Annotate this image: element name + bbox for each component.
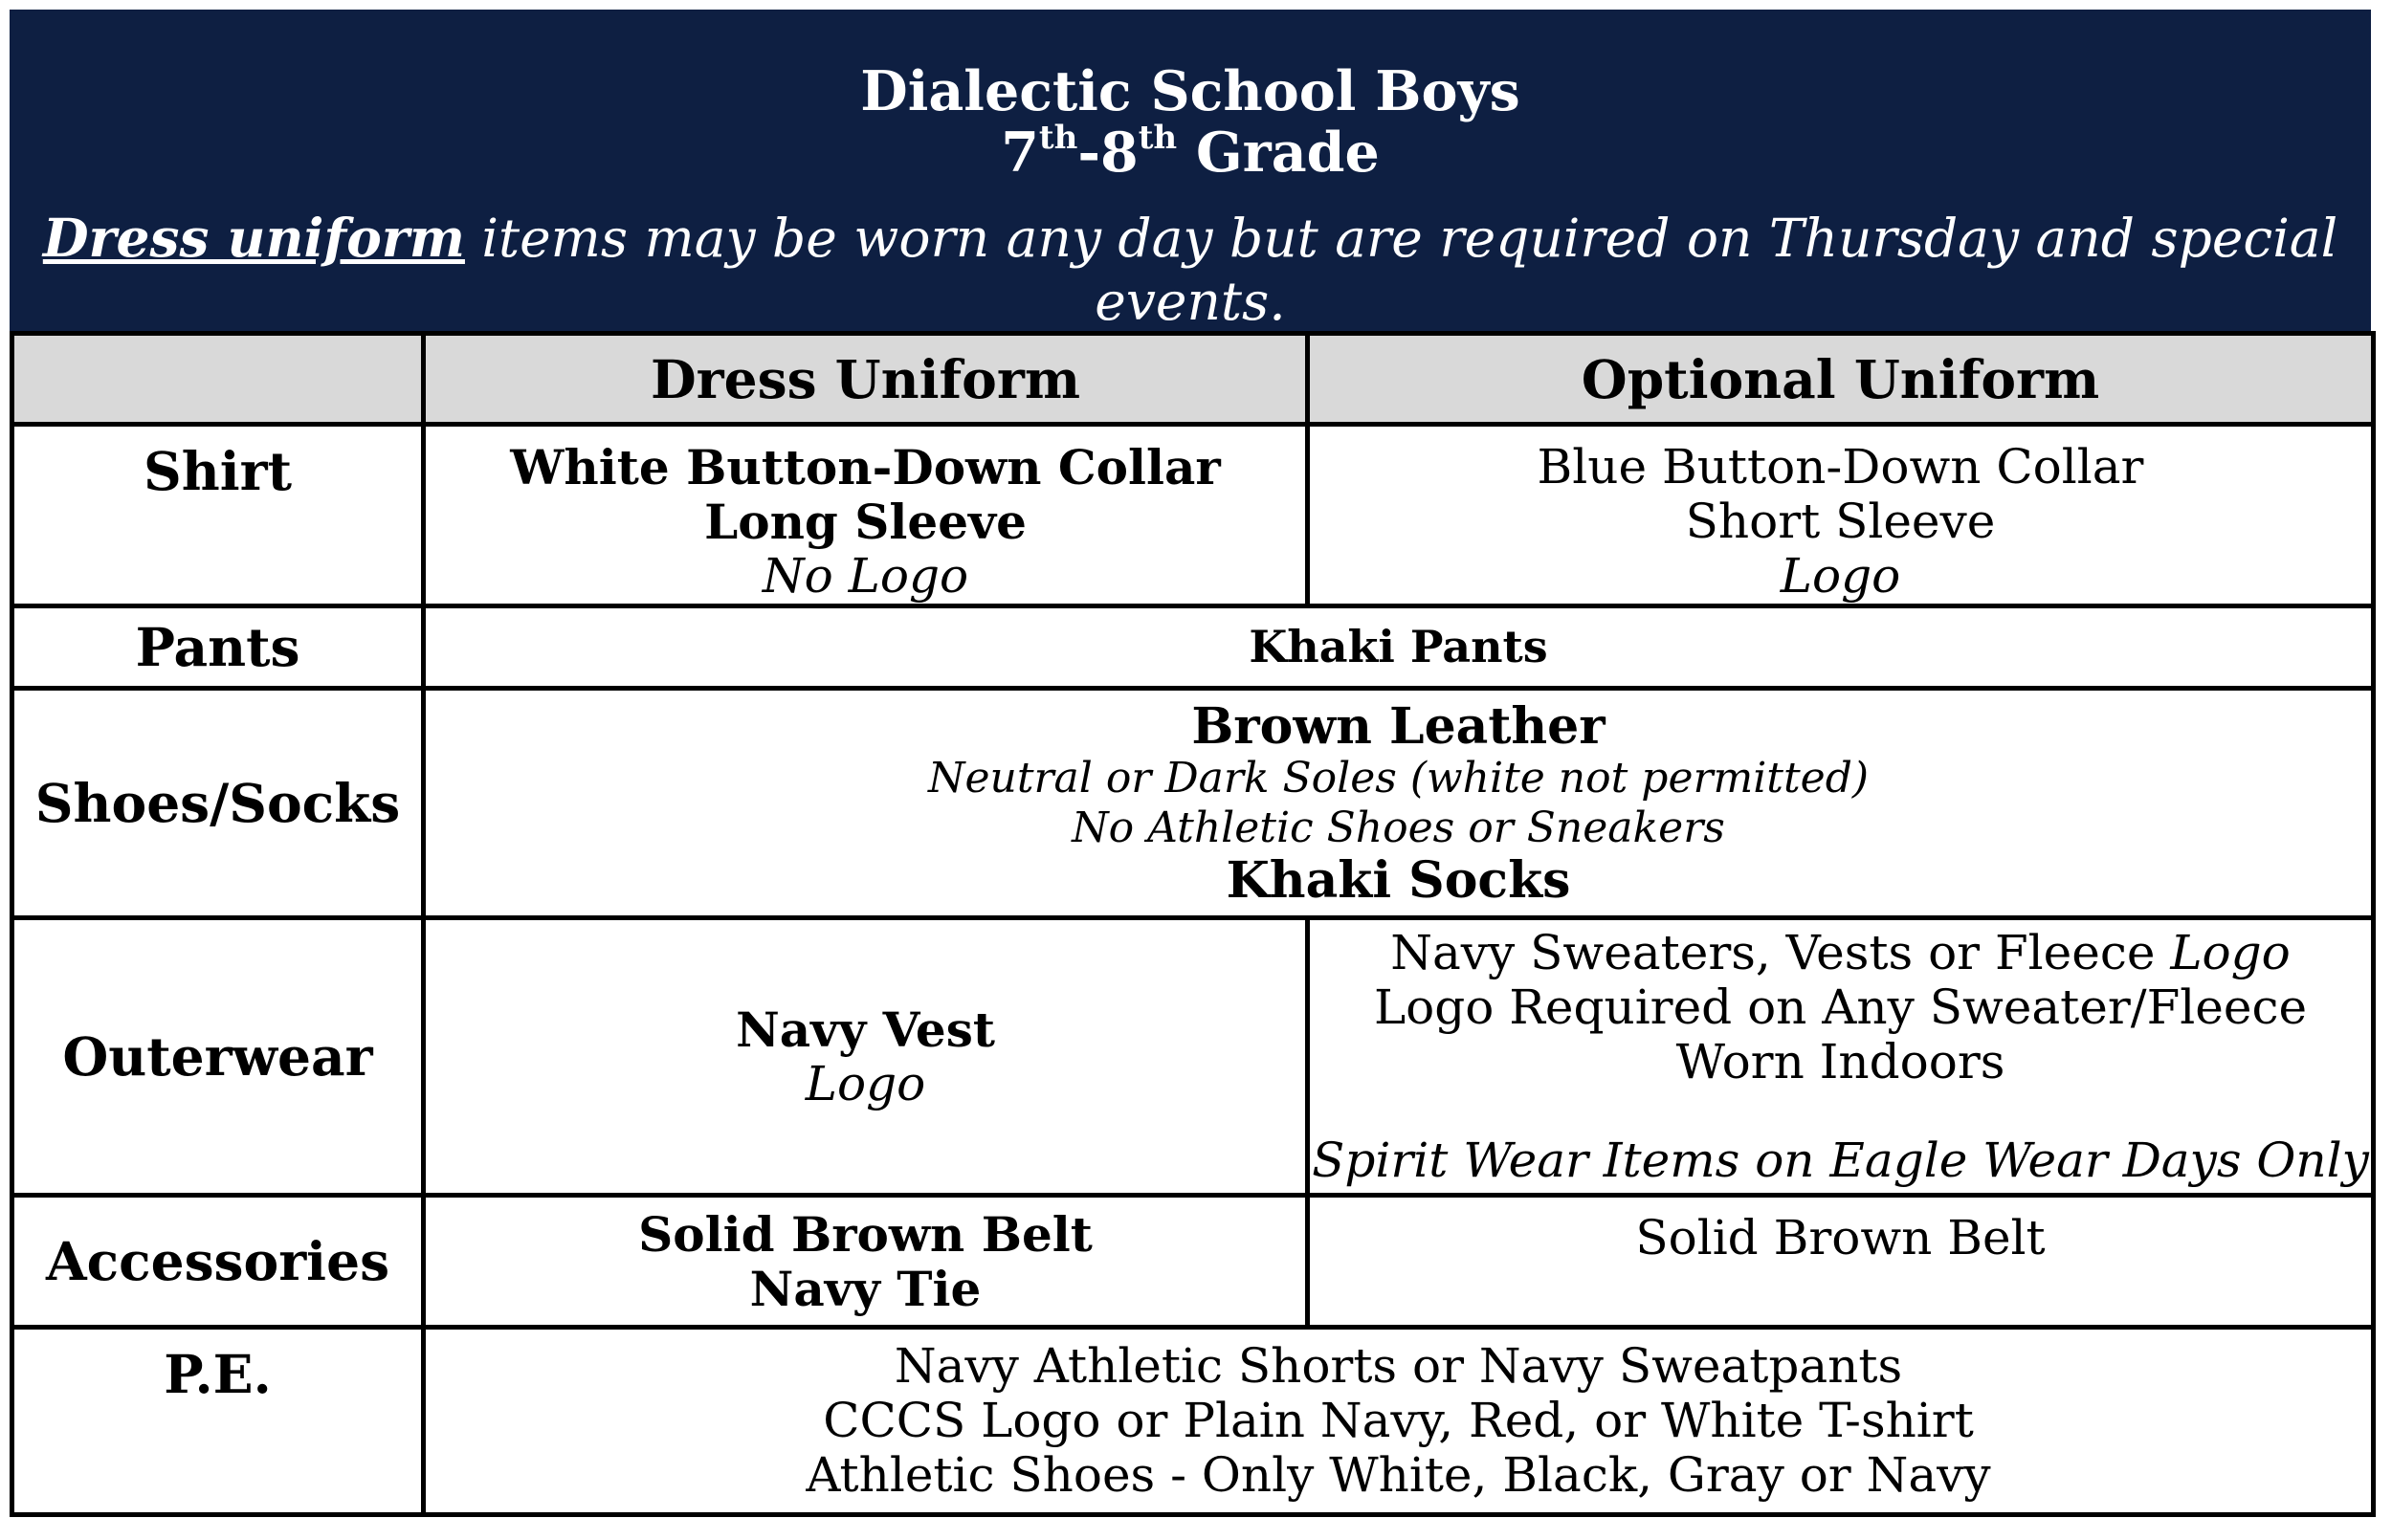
column-header-blank bbox=[12, 334, 424, 425]
shoes-line: Khaki Socks bbox=[1226, 850, 1571, 910]
uniform-sheet bbox=[10, 10, 2371, 1517]
outerwear-dress-line: Logo bbox=[805, 1055, 926, 1111]
pe-line: Athletic Shoes - Only White, Black, Gray or Navy bbox=[806, 1447, 1991, 1503]
column-header-row bbox=[12, 334, 2374, 425]
row-label-accessories: Accessories bbox=[12, 1196, 424, 1328]
row-label-outerwear: Outerwear bbox=[12, 918, 424, 1196]
page-title: Dialectic School Boys bbox=[860, 59, 1520, 123]
pe-line: Navy Athletic Shorts or Navy Sweatpants bbox=[894, 1338, 1903, 1394]
accessories-dress-line: Navy Tie bbox=[749, 1260, 982, 1317]
outerwear-dress-line: Navy Vest bbox=[736, 1001, 995, 1058]
shoes-socks-cell bbox=[424, 689, 2374, 918]
accessories-optional-cell: Solid Brown Belt bbox=[1308, 1196, 2374, 1328]
accessories-dress-line: Solid Brown Belt bbox=[638, 1205, 1093, 1263]
outerwear-optional-line bbox=[1310, 926, 2371, 980]
note-rest: items may be worn any day but are required on Thursday and special events. bbox=[464, 208, 2338, 332]
column-header-dress: Dress Uniform bbox=[424, 334, 1308, 425]
grade-subtitle bbox=[10, 119, 2371, 185]
shirt-dress-cell bbox=[424, 425, 1308, 606]
column-header-optional: Optional Uniform bbox=[1308, 334, 2374, 425]
grade-suffix: Grade bbox=[1177, 121, 1380, 185]
shoes-line: No Athletic Shoes or Sneakers bbox=[1072, 803, 1725, 852]
grade-end-sup: th bbox=[1138, 119, 1178, 157]
row-label-pants: Pants bbox=[12, 606, 424, 689]
uniform-table bbox=[10, 331, 2376, 1517]
shirt-optional-line: Logo bbox=[1780, 548, 1901, 604]
table-row-outerwear bbox=[12, 918, 2374, 1196]
shoes-line: Neutral or Dark Soles (white not permitted) bbox=[927, 753, 1870, 803]
table-row-accessories bbox=[12, 1196, 2374, 1328]
shirt-dress-line: No Logo bbox=[762, 548, 969, 604]
grade-start: 7 bbox=[1001, 121, 1039, 185]
header-banner bbox=[10, 10, 2371, 335]
shirt-dress-line: White Button-Down Collar bbox=[510, 439, 1221, 495]
table-row-shoes-socks bbox=[12, 689, 2374, 918]
outerwear-optional-line: Spirit Wear Items on Eagle Wear Days Only bbox=[1312, 1132, 2369, 1188]
pe-cell bbox=[424, 1328, 2374, 1515]
outerwear-spacer bbox=[1310, 1089, 2371, 1133]
accessories-dress-cell bbox=[424, 1196, 1308, 1328]
table-row-pe bbox=[12, 1328, 2374, 1515]
outerwear-dress-cell bbox=[424, 918, 1308, 1196]
shirt-optional-line: Short Sleeve bbox=[1685, 494, 1996, 549]
grade-start-sup: th bbox=[1038, 119, 1078, 157]
pe-line: CCCS Logo or Plain Navy, Red, or White T-shirt bbox=[823, 1393, 1974, 1448]
row-label-shoes-socks: Shoes/Socks bbox=[12, 689, 424, 918]
outerwear-optional-logo: Logo bbox=[2170, 924, 2291, 980]
outerwear-optional-text: Navy Sweaters, Vests or Fleece bbox=[1390, 924, 2171, 980]
outerwear-optional-line: Logo Required on Any Sweater/Fleece bbox=[1373, 979, 2308, 1035]
grade-end: 8 bbox=[1100, 121, 1139, 185]
dress-uniform-note bbox=[10, 207, 2371, 333]
note-emphasis: Dress uniform bbox=[42, 207, 465, 269]
outerwear-optional-cell bbox=[1308, 918, 2374, 1196]
shirt-optional-cell bbox=[1308, 425, 2374, 606]
table-row-pants bbox=[12, 606, 2374, 689]
row-label-shirt: Shirt bbox=[12, 425, 424, 606]
row-label-pe: P.E. bbox=[12, 1328, 424, 1515]
pants-cell: Khaki Pants bbox=[424, 606, 2374, 689]
outerwear-optional-line: Worn Indoors bbox=[1675, 1033, 2005, 1089]
table-row-shirt bbox=[12, 425, 2374, 606]
shirt-dress-line: Long Sleeve bbox=[704, 494, 1027, 550]
shoes-line: Brown Leather bbox=[1191, 696, 1606, 756]
grade-sep: - bbox=[1077, 121, 1101, 185]
shirt-optional-line: Blue Button-Down Collar bbox=[1537, 439, 2144, 495]
